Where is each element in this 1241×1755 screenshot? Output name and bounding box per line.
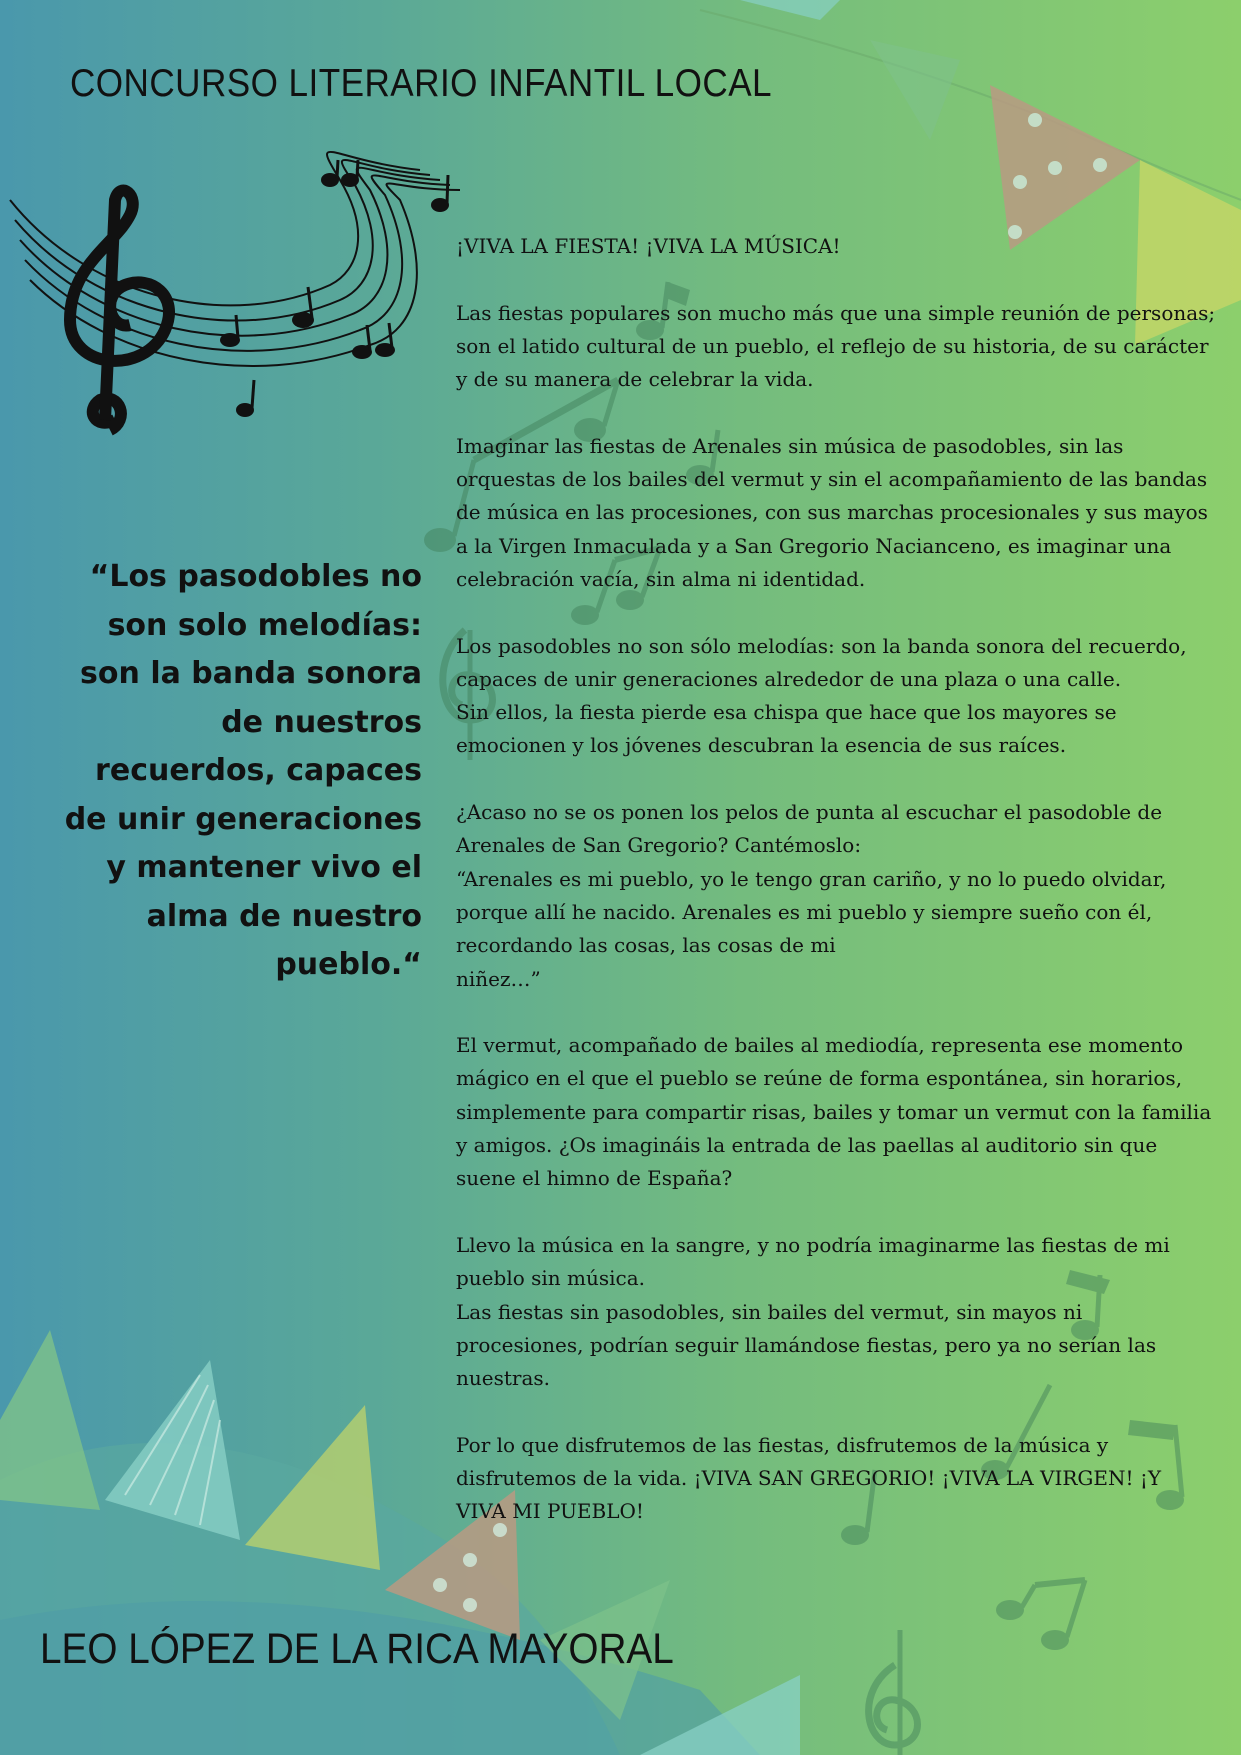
paragraph-line: Por lo que disfrutemos de las fiestas, disfrutemos de la música y disfrutemos de la vida. ¡VIVA SAN GREGORIO! ¡VIVA LA VIRGEN! ¡Y VIVA MI PUEBLO!: [456, 1432, 1162, 1524]
essay-paragraph: [456, 1429, 1216, 1529]
pennant-teal-top: [740, 0, 840, 20]
essay-body: [456, 230, 1216, 1562]
essay-headline: [456, 230, 1216, 263]
paragraph-line: niñez…”: [456, 966, 541, 991]
paragraph-line: El vermut, acompañado de bailes al mediodía, representa ese momento mágico en el que el pueblo se reúne de forma espontánea, sin horarios, simplemente para compartir risas, bailes y tomar un vermut con la familia y amigos. ¿Os imagináis la entrada de las paellas al auditorio sin que suene el himno de España?: [456, 1033, 1212, 1191]
pennant-brown-top: [990, 85, 1140, 250]
author-name: LEO LÓPEZ DE LA RICA MAYORAL: [40, 1625, 674, 1673]
paragraph-line: Imaginar las fiestas de Arenales sin música de pasodobles, sin las orquestas de los bailes del vermut y sin el acompañamiento de las bandas de música en las procesiones, con sus marchas procesionales y sus mayos a la Virgen Inmaculada y a San Gregorio Nacianceno, es imaginar una celebración vacía, sin alma ni identidad.: [456, 433, 1208, 591]
paragraph-line: Las fiestas sin pasodobles, sin bailes del vermut, sin mayos ni procesiones, podrían seguir llamándose fiestas, pero ya no serían las nuestras.: [456, 1299, 1157, 1391]
paragraph-line: Sin ellos, la fiesta pierde esa chispa que hace que los mayores se emocionen y los jóvenes descubran la esencia de sus raíces.: [456, 700, 1117, 758]
pennant-green-top: [870, 40, 960, 140]
essay-paragraphs: [456, 297, 1216, 1529]
paragraph-line: “Arenales es mi pueblo, yo le tengo gran cariño, y no lo puedo olvidar, porque allí he nacido. Arenales es mi pueblo y siempre sueño con él, recordando las cosas, las cosas de mi: [456, 866, 1167, 958]
music-staff-icon: [10, 152, 460, 430]
essay-paragraph: [456, 796, 1216, 996]
paragraph-line: Los pasodobles no son sólo melodías: son la banda sonora del recuerdo, capaces de unir generaciones alrededor de una plaza o una calle.: [456, 633, 1187, 691]
music-note-icon: [996, 1580, 1085, 1650]
contest-title: CONCURSO LITERARIO INFANTIL LOCAL: [70, 62, 773, 105]
pull-quote: “Los pasodobles no son solo melodías: son la banda sonora de nuestros recuerdos, capaces de unir generaciones y mantener vivo el alma de nuestro pueblo.“: [64, 559, 422, 982]
music-note-icon: [220, 160, 449, 417]
essay-paragraph: [456, 1229, 1216, 1395]
paragraph-line: ¿Acaso no se os ponen los pelos de punta al escuchar el pasodoble de Arenales de San Gregorio? Cantémoslo:: [456, 800, 1163, 858]
treble-clef-watermark-icon: [869, 1630, 918, 1755]
paragraph-line: Llevo la música en la sangre, y no podría imaginarme las fiestas de mi pueblo sin música.: [456, 1232, 1170, 1291]
essay-paragraph: [456, 430, 1216, 596]
headline-text: ¡VIVA LA FIESTA! ¡VIVA LA MÚSICA!: [456, 234, 841, 258]
essay-paragraph: [456, 1029, 1216, 1195]
paragraph-line: Las fiestas populares son mucho más que una simple reunión de personas; son el latido cultural de un pueblo, el reflejo de su historia, de su carácter y de su manera de celebrar la vida.: [456, 300, 1216, 392]
essay-paragraph: [456, 630, 1216, 763]
essay-paragraph: [456, 297, 1216, 397]
